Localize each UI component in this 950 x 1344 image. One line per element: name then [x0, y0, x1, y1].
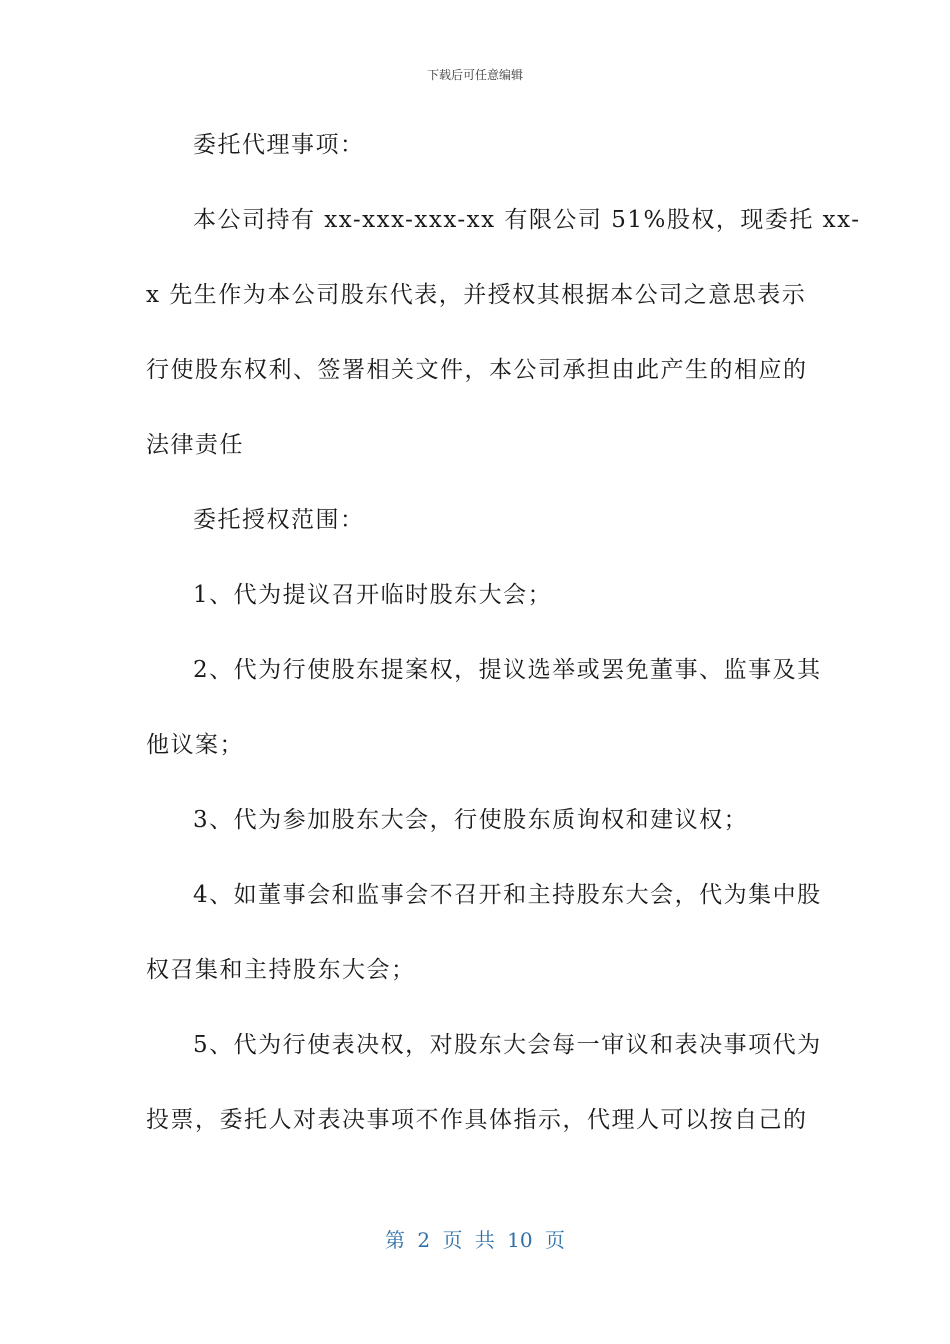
header-note: 下载后可任意编辑	[426, 68, 523, 82]
list-item-1: 1、代为提议召开临时股东大会；	[193, 582, 553, 608]
document-body	[146, 122, 861, 1172]
list-item-4: 4、如董事会和监事会不召开和主持股东大会，代为集中股	[193, 882, 822, 908]
list-item-5: 5、代为行使表决权，对股东大会每一审议和表决事项代为	[193, 1032, 822, 1058]
paragraph-line: 行使股东权利、签署相关文件，本公司承担由此产生的相应的	[146, 357, 808, 383]
section-heading-matters: 委托代理事项：	[193, 132, 365, 158]
paragraph-line: 法律责任	[146, 432, 244, 458]
list-item-3: 3、代为参加股东大会，行使股东质询权和建议权；	[193, 807, 749, 833]
paragraph-line: 本公司持有 xx-xxx-xxx-xx 有限公司 51%股权，现委托 xx-	[193, 207, 861, 233]
list-item-4-continued: 权召集和主持股东大会；	[146, 957, 416, 983]
list-item-2: 2、代为行使股东提案权，提议选举或罢免董事、监事及其	[193, 657, 822, 683]
page-indicator: 第 2 页 共 10 页	[385, 1228, 565, 1252]
paragraph-line: x 先生作为本公司股东代表，并授权其根据本公司之意思表示	[146, 282, 807, 308]
list-item-5-continued: 投票，委托人对表决事项不作具体指示，代理人可以按自己的	[146, 1107, 808, 1133]
section-heading-scope: 委托授权范围：	[193, 507, 365, 533]
list-item-2-continued: 他议案；	[146, 732, 244, 758]
